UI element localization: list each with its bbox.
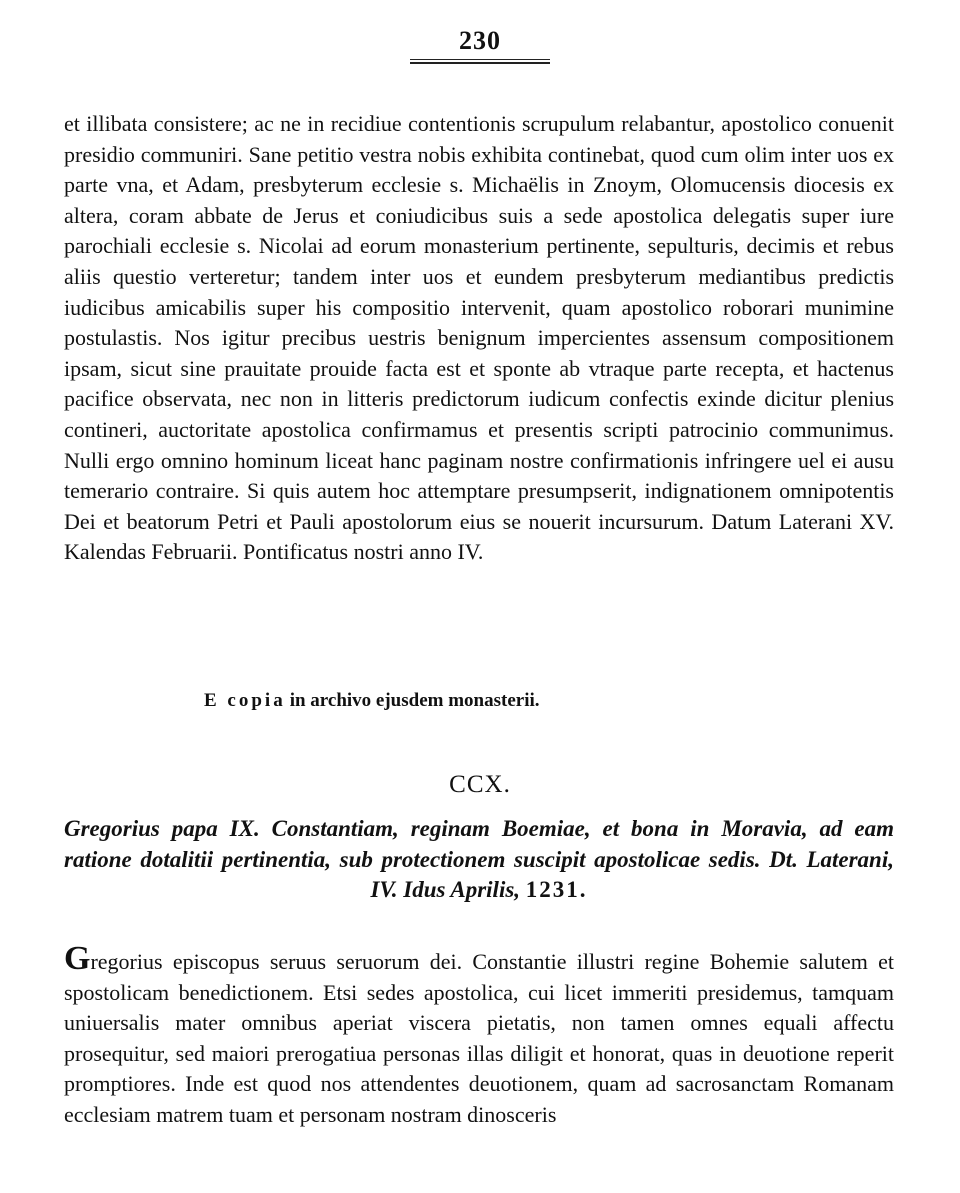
page-number: 230: [459, 26, 501, 55]
source-note: [204, 690, 540, 712]
previous-document-text: et illibata consistere; ac ne in recidiue contentionis scrupulum relabantur, apostolico conuenit presidio communiri. Sane petitio vestra nobis exhibita continebat, quod cum olim inter uos ex parte vna, et Adam, presbyterum ecclesie s. Michaëlis in Znoym, Olomucensis diocesis ex altera, coram abbate de Jerus et coniudicibus suis a sede apostolica delegatis super iure parochiali ecclesie s. Nicolai ad eorum monasterium pertinente, sepulturis, decimis et rebus aliis questio verteretur; tandem inter uos et eundem presbyterum mediantibus predictis iudicibus amicabilis super his compositio intervenit, quam apostolico roborari munimine postulastis. Nos igitur precibus uestris benignum impercientes assensum compositionem ipsam, sicut sine prauitate prouide facta est et sponte ab vtraque parte recepta, et hactenus pacifice observata, nec non in litteris predictorum iudicum confectis exinde dicitur plenius contineri, auctoritate apostolica confirmamus et presentis scripti patrocinio communimus. Nulli ergo omnino hominum liceat hanc paginam nostre confirmationis infringere uel ei ausu temerario contraire. Si quis autem hoc attemptare presumpserit, indignationem omnipotentis Dei et beatorum Petri et Pauli apostolorum eius se nouerit incursurum. Datum Laterani XV. Kalendas Februarii. Pontificatus nostri anno IV.: [64, 111, 894, 565]
document-regest: [64, 814, 894, 906]
header-rule-thick: [410, 62, 550, 64]
source-note-rest: in archivo ejusdem monasterii.: [289, 690, 540, 711]
document-number: CCX.: [449, 771, 511, 798]
regest-year: 1231.: [525, 877, 588, 902]
header-rule: [410, 59, 550, 60]
document-text: [64, 940, 894, 1131]
document-text-body: regorius episcopus seruus seruorum dei. Constantie illustri regine Bohemie salutem et spostolicam benedictionem. Etsi sedes apostolica, cui licet immeriti presidemus, tamquam uniuersalis mater omnibus aperiat viscera pietatis, non tamen omnes equali affectu prosequitur, sed maiori prerogatiua personas illas diligit et honorat, quas in deuotione reperit promptiores. Inde est quod nos attendentes deuotionem, quam ad sacrosanctam Romanam ecclesiam matrem tuam et personam nostram dinosceris: [64, 949, 894, 1127]
regest-text: Gregorius papa IX. Constantiam, reginam Boemiae, et bona in Moravia, ad eam ratione dotalitii pertinentia, sub protectionem suscipit apostolicae sedis. Dt. Laterani, IV. Idus Aprilis,: [64, 816, 894, 902]
source-note-prefix: E copia: [204, 690, 286, 711]
initial-letter: G: [64, 940, 91, 977]
